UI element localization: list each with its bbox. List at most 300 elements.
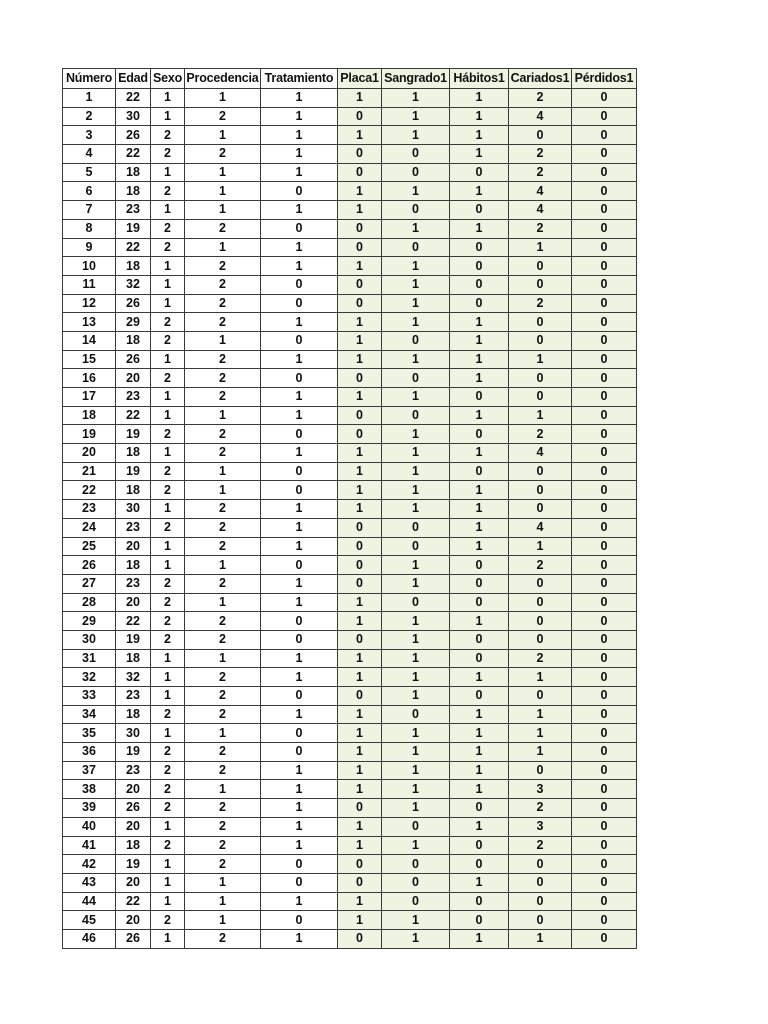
table-cell[interactable]: 1 [261,257,338,276]
table-cell[interactable]: 1 [261,313,338,332]
table-cell[interactable]: 5 [63,163,116,182]
table-cell[interactable]: 2 [185,612,261,631]
table-cell[interactable]: 0 [572,630,637,649]
table-cell[interactable]: 2 [509,145,572,164]
table-cell[interactable]: 1 [509,743,572,762]
table-cell[interactable]: 1 [509,406,572,425]
table-cell[interactable]: 1 [338,612,382,631]
table-cell[interactable]: 1 [261,350,338,369]
table-cell[interactable]: 1 [450,518,509,537]
table-cell[interactable]: 1 [382,500,450,519]
table-cell[interactable]: 23 [116,761,151,780]
table-cell[interactable]: 0 [572,687,637,706]
table-cell[interactable]: 2 [151,369,185,388]
table-cell[interactable]: 0 [572,481,637,500]
table-cell[interactable]: 0 [572,145,637,164]
table-cell[interactable]: 0 [382,855,450,874]
table-cell[interactable]: 1 [185,556,261,575]
table-cell[interactable]: 0 [261,481,338,500]
table-cell[interactable]: 21 [63,462,116,481]
table-cell[interactable]: 36 [63,743,116,762]
table-cell[interactable]: 1 [338,313,382,332]
table-cell[interactable]: 2 [151,612,185,631]
table-cell[interactable]: 1 [185,481,261,500]
table-cell[interactable]: 6 [63,182,116,201]
column-header[interactable]: Edad [116,69,151,89]
table-cell[interactable]: 1 [261,201,338,220]
table-cell[interactable]: 0 [572,331,637,350]
table-cell[interactable]: 2 [151,743,185,762]
table-cell[interactable]: 0 [509,855,572,874]
table-cell[interactable]: 0 [572,556,637,575]
table-cell[interactable]: 1 [382,911,450,930]
table-cell[interactable]: 1 [151,929,185,948]
table-cell[interactable]: 1 [382,836,450,855]
table-cell[interactable]: 23 [116,574,151,593]
table-cell[interactable]: 2 [185,294,261,313]
table-cell[interactable]: 2 [185,275,261,294]
column-header[interactable]: Tratamiento [261,69,338,89]
table-cell[interactable]: 0 [450,163,509,182]
table-cell[interactable]: 2 [509,294,572,313]
table-cell[interactable]: 2 [509,425,572,444]
table-cell[interactable]: 0 [509,612,572,631]
table-cell[interactable]: 0 [382,406,450,425]
table-cell[interactable]: 1 [151,350,185,369]
table-cell[interactable]: 1 [338,388,382,407]
table-cell[interactable]: 32 [116,275,151,294]
table-cell[interactable]: 2 [151,313,185,332]
table-cell[interactable]: 0 [261,462,338,481]
table-cell[interactable]: 22 [116,612,151,631]
table-cell[interactable]: 2 [151,593,185,612]
table-cell[interactable]: 0 [572,761,637,780]
table-cell[interactable]: 12 [63,294,116,313]
table-cell[interactable]: 1 [63,89,116,108]
table-cell[interactable]: 1 [151,406,185,425]
table-cell[interactable]: 0 [572,743,637,762]
table-cell[interactable]: 2 [185,799,261,818]
table-cell[interactable]: 0 [509,388,572,407]
table-cell[interactable]: 1 [261,89,338,108]
table-cell[interactable]: 1 [261,238,338,257]
table-cell[interactable]: 1 [185,331,261,350]
table-cell[interactable]: 1 [151,817,185,836]
table-cell[interactable]: 1 [382,182,450,201]
table-cell[interactable]: 2 [185,518,261,537]
table-cell[interactable]: 0 [509,331,572,350]
table-cell[interactable]: 15 [63,350,116,369]
table-cell[interactable]: 1 [151,892,185,911]
table-cell[interactable]: 18 [116,481,151,500]
table-cell[interactable]: 0 [382,817,450,836]
table-cell[interactable]: 31 [63,649,116,668]
table-cell[interactable]: 2 [509,219,572,238]
table-cell[interactable]: 18 [63,406,116,425]
table-cell[interactable]: 32 [116,668,151,687]
table-cell[interactable]: 0 [450,294,509,313]
table-cell[interactable]: 0 [572,668,637,687]
table-cell[interactable]: 1 [382,107,450,126]
table-cell[interactable]: 22 [63,481,116,500]
table-cell[interactable]: 1 [509,238,572,257]
table-cell[interactable]: 1 [509,537,572,556]
table-cell[interactable]: 19 [116,219,151,238]
table-cell[interactable]: 2 [185,574,261,593]
table-cell[interactable]: 0 [261,911,338,930]
table-cell[interactable]: 1 [261,705,338,724]
table-cell[interactable]: 1 [261,126,338,145]
table-cell[interactable]: 0 [338,687,382,706]
table-cell[interactable]: 1 [151,687,185,706]
table-cell[interactable]: 2 [185,743,261,762]
table-cell[interactable]: 2 [185,668,261,687]
table-cell[interactable]: 0 [509,275,572,294]
table-cell[interactable]: 2 [151,911,185,930]
table-cell[interactable]: 2 [185,350,261,369]
table-cell[interactable]: 1 [450,107,509,126]
table-cell[interactable]: 19 [116,855,151,874]
table-cell[interactable]: 0 [450,649,509,668]
table-cell[interactable]: 1 [450,331,509,350]
table-cell[interactable]: 30 [116,724,151,743]
table-cell[interactable]: 1 [185,201,261,220]
table-cell[interactable]: 33 [63,687,116,706]
table-cell[interactable]: 2 [151,145,185,164]
table-cell[interactable]: 41 [63,836,116,855]
table-cell[interactable]: 1 [338,668,382,687]
table-cell[interactable]: 0 [338,630,382,649]
table-cell[interactable]: 18 [116,331,151,350]
table-cell[interactable]: 0 [509,687,572,706]
table-cell[interactable]: 0 [261,331,338,350]
table-cell[interactable]: 0 [572,518,637,537]
table-cell[interactable]: 0 [338,855,382,874]
table-cell[interactable]: 20 [116,780,151,799]
table-cell[interactable]: 0 [572,817,637,836]
table-cell[interactable]: 2 [151,126,185,145]
table-cell[interactable]: 0 [572,593,637,612]
table-cell[interactable]: 0 [572,294,637,313]
table-cell[interactable]: 1 [450,761,509,780]
table-cell[interactable]: 1 [382,89,450,108]
table-cell[interactable]: 1 [338,481,382,500]
table-cell[interactable]: 2 [185,388,261,407]
table-cell[interactable]: 1 [261,107,338,126]
table-cell[interactable]: 2 [151,799,185,818]
table-cell[interactable]: 0 [338,929,382,948]
table-cell[interactable]: 1 [382,574,450,593]
table-cell[interactable]: 0 [450,574,509,593]
table-cell[interactable]: 2 [509,836,572,855]
table-cell[interactable]: 1 [261,388,338,407]
table-cell[interactable]: 0 [450,799,509,818]
table-cell[interactable]: 0 [450,911,509,930]
table-cell[interactable]: 34 [63,705,116,724]
table-cell[interactable]: 0 [450,238,509,257]
table-cell[interactable]: 2 [185,313,261,332]
table-cell[interactable]: 3 [509,817,572,836]
table-cell[interactable]: 1 [450,219,509,238]
table-cell[interactable]: 0 [450,855,509,874]
table-cell[interactable]: 1 [338,836,382,855]
table-cell[interactable]: 19 [63,425,116,444]
table-cell[interactable]: 1 [450,406,509,425]
table-cell[interactable]: 29 [116,313,151,332]
table-cell[interactable]: 19 [116,425,151,444]
table-cell[interactable]: 0 [338,425,382,444]
table-cell[interactable]: 19 [116,743,151,762]
table-cell[interactable]: 1 [261,799,338,818]
table-cell[interactable]: 1 [151,855,185,874]
table-cell[interactable]: 1 [151,668,185,687]
table-cell[interactable]: 0 [382,145,450,164]
table-cell[interactable]: 0 [572,836,637,855]
table-cell[interactable]: 1 [382,724,450,743]
table-cell[interactable]: 23 [63,500,116,519]
table-cell[interactable]: 1 [261,593,338,612]
column-header[interactable]: Pérdidos1 [572,69,637,89]
table-cell[interactable]: 0 [261,219,338,238]
table-cell[interactable]: 18 [116,556,151,575]
table-cell[interactable]: 1 [382,388,450,407]
table-cell[interactable]: 39 [63,799,116,818]
table-cell[interactable]: 19 [116,462,151,481]
column-header[interactable]: Hábitos1 [450,69,509,89]
table-cell[interactable]: 2 [185,537,261,556]
table-cell[interactable]: 32 [63,668,116,687]
table-cell[interactable]: 1 [382,630,450,649]
table-cell[interactable]: 8 [63,219,116,238]
table-cell[interactable]: 0 [382,201,450,220]
table-cell[interactable]: 2 [185,369,261,388]
table-cell[interactable]: 0 [261,425,338,444]
table-cell[interactable]: 1 [450,145,509,164]
table-cell[interactable]: 0 [382,705,450,724]
table-cell[interactable]: 2 [151,574,185,593]
table-cell[interactable]: 0 [338,406,382,425]
table-cell[interactable]: 3 [509,780,572,799]
table-cell[interactable]: 42 [63,855,116,874]
table-cell[interactable]: 1 [509,724,572,743]
table-cell[interactable]: 26 [63,556,116,575]
table-cell[interactable]: 2 [185,836,261,855]
table-cell[interactable]: 17 [63,388,116,407]
table-cell[interactable]: 1 [450,500,509,519]
table-cell[interactable]: 18 [116,649,151,668]
table-cell[interactable]: 0 [572,462,637,481]
table-cell[interactable]: 13 [63,313,116,332]
table-cell[interactable]: 0 [572,649,637,668]
table-cell[interactable]: 2 [509,556,572,575]
table-cell[interactable]: 1 [151,89,185,108]
table-cell[interactable]: 0 [572,500,637,519]
table-cell[interactable]: 28 [63,593,116,612]
table-cell[interactable]: 1 [338,201,382,220]
table-cell[interactable]: 1 [261,780,338,799]
table-cell[interactable]: 1 [185,873,261,892]
table-cell[interactable]: 2 [151,238,185,257]
table-cell[interactable]: 1 [450,481,509,500]
table-cell[interactable]: 1 [338,182,382,201]
table-cell[interactable]: 23 [116,518,151,537]
table-cell[interactable]: 1 [185,163,261,182]
table-cell[interactable]: 1 [261,163,338,182]
table-cell[interactable]: 20 [116,817,151,836]
table-cell[interactable]: 2 [151,331,185,350]
table-cell[interactable]: 23 [116,201,151,220]
table-cell[interactable]: 1 [151,444,185,463]
table-cell[interactable]: 0 [509,257,572,276]
table-cell[interactable]: 2 [509,649,572,668]
table-cell[interactable]: 30 [116,107,151,126]
table-cell[interactable]: 20 [63,444,116,463]
table-cell[interactable]: 1 [450,817,509,836]
table-cell[interactable]: 0 [572,406,637,425]
table-cell[interactable]: 0 [261,630,338,649]
table-cell[interactable]: 30 [63,630,116,649]
table-cell[interactable]: 20 [116,537,151,556]
table-cell[interactable]: 1 [338,780,382,799]
table-cell[interactable]: 0 [572,855,637,874]
table-cell[interactable]: 0 [261,294,338,313]
table-cell[interactable]: 2 [151,425,185,444]
table-cell[interactable]: 0 [338,369,382,388]
table-cell[interactable]: 1 [382,444,450,463]
table-cell[interactable]: 1 [261,649,338,668]
table-cell[interactable]: 0 [338,574,382,593]
table-cell[interactable]: 2 [63,107,116,126]
table-cell[interactable]: 0 [261,855,338,874]
table-cell[interactable]: 38 [63,780,116,799]
table-cell[interactable]: 0 [382,892,450,911]
table-cell[interactable]: 0 [572,163,637,182]
table-cell[interactable]: 1 [382,799,450,818]
table-cell[interactable]: 20 [116,911,151,930]
table-cell[interactable]: 18 [116,163,151,182]
table-cell[interactable]: 1 [450,89,509,108]
table-cell[interactable]: 0 [261,687,338,706]
table-cell[interactable]: 1 [450,444,509,463]
table-cell[interactable]: 1 [151,556,185,575]
table-cell[interactable]: 19 [116,630,151,649]
column-header[interactable]: Procedencia [185,69,261,89]
table-cell[interactable]: 1 [261,836,338,855]
table-cell[interactable]: 1 [509,350,572,369]
table-cell[interactable]: 1 [185,911,261,930]
table-cell[interactable]: 18 [116,257,151,276]
table-cell[interactable]: 1 [261,574,338,593]
table-cell[interactable]: 0 [382,163,450,182]
table-cell[interactable]: 0 [450,462,509,481]
table-cell[interactable]: 1 [151,724,185,743]
table-cell[interactable]: 1 [151,257,185,276]
table-cell[interactable]: 1 [338,724,382,743]
table-cell[interactable]: 2 [185,630,261,649]
table-cell[interactable]: 0 [509,481,572,500]
table-cell[interactable]: 0 [382,537,450,556]
table-cell[interactable]: 1 [450,537,509,556]
table-cell[interactable]: 0 [450,388,509,407]
table-cell[interactable]: 0 [338,873,382,892]
table-cell[interactable]: 1 [509,668,572,687]
table-cell[interactable]: 1 [382,313,450,332]
table-cell[interactable]: 0 [572,107,637,126]
table-cell[interactable]: 1 [261,444,338,463]
table-cell[interactable]: 1 [382,462,450,481]
table-cell[interactable]: 0 [338,294,382,313]
table-cell[interactable]: 1 [338,593,382,612]
table-cell[interactable]: 2 [185,219,261,238]
table-cell[interactable]: 2 [151,481,185,500]
table-cell[interactable]: 0 [450,425,509,444]
table-cell[interactable]: 2 [185,855,261,874]
table-cell[interactable]: 1 [338,911,382,930]
table-cell[interactable]: 2 [151,462,185,481]
table-cell[interactable]: 0 [261,724,338,743]
table-cell[interactable]: 1 [185,892,261,911]
table-cell[interactable]: 1 [338,89,382,108]
table-cell[interactable]: 1 [382,481,450,500]
table-cell[interactable]: 1 [338,743,382,762]
table-cell[interactable]: 1 [450,724,509,743]
table-cell[interactable]: 26 [116,929,151,948]
table-cell[interactable]: 0 [450,593,509,612]
table-cell[interactable]: 18 [116,705,151,724]
table-cell[interactable]: 2 [509,799,572,818]
table-cell[interactable]: 2 [509,163,572,182]
table-cell[interactable]: 1 [261,761,338,780]
table-cell[interactable]: 1 [450,313,509,332]
table-cell[interactable]: 11 [63,275,116,294]
table-cell[interactable]: 0 [261,275,338,294]
table-cell[interactable]: 2 [185,817,261,836]
table-cell[interactable]: 0 [572,126,637,145]
column-header[interactable]: Sexo [151,69,185,89]
table-cell[interactable]: 29 [63,612,116,631]
table-cell[interactable]: 4 [509,444,572,463]
table-cell[interactable]: 1 [185,89,261,108]
table-cell[interactable]: 0 [509,313,572,332]
column-header[interactable]: Placa1 [338,69,382,89]
table-cell[interactable]: 1 [450,182,509,201]
table-cell[interactable]: 2 [151,705,185,724]
table-cell[interactable]: 30 [116,500,151,519]
table-cell[interactable]: 2 [185,444,261,463]
table-cell[interactable]: 1 [151,201,185,220]
table-cell[interactable]: 1 [151,649,185,668]
table-cell[interactable]: 26 [116,126,151,145]
table-cell[interactable]: 0 [572,724,637,743]
table-cell[interactable]: 0 [382,873,450,892]
table-cell[interactable]: 0 [382,518,450,537]
table-cell[interactable]: 22 [116,892,151,911]
table-cell[interactable]: 0 [572,612,637,631]
table-cell[interactable]: 1 [382,126,450,145]
table-cell[interactable]: 24 [63,518,116,537]
table-cell[interactable]: 1 [185,126,261,145]
table-cell[interactable]: 2 [185,687,261,706]
table-cell[interactable]: 3 [63,126,116,145]
table-cell[interactable]: 1 [382,275,450,294]
table-cell[interactable]: 18 [116,182,151,201]
column-header[interactable]: Sangrado1 [382,69,450,89]
table-cell[interactable]: 1 [450,612,509,631]
table-cell[interactable]: 1 [185,462,261,481]
table-cell[interactable]: 1 [509,705,572,724]
table-cell[interactable]: 1 [338,350,382,369]
table-cell[interactable]: 1 [382,257,450,276]
